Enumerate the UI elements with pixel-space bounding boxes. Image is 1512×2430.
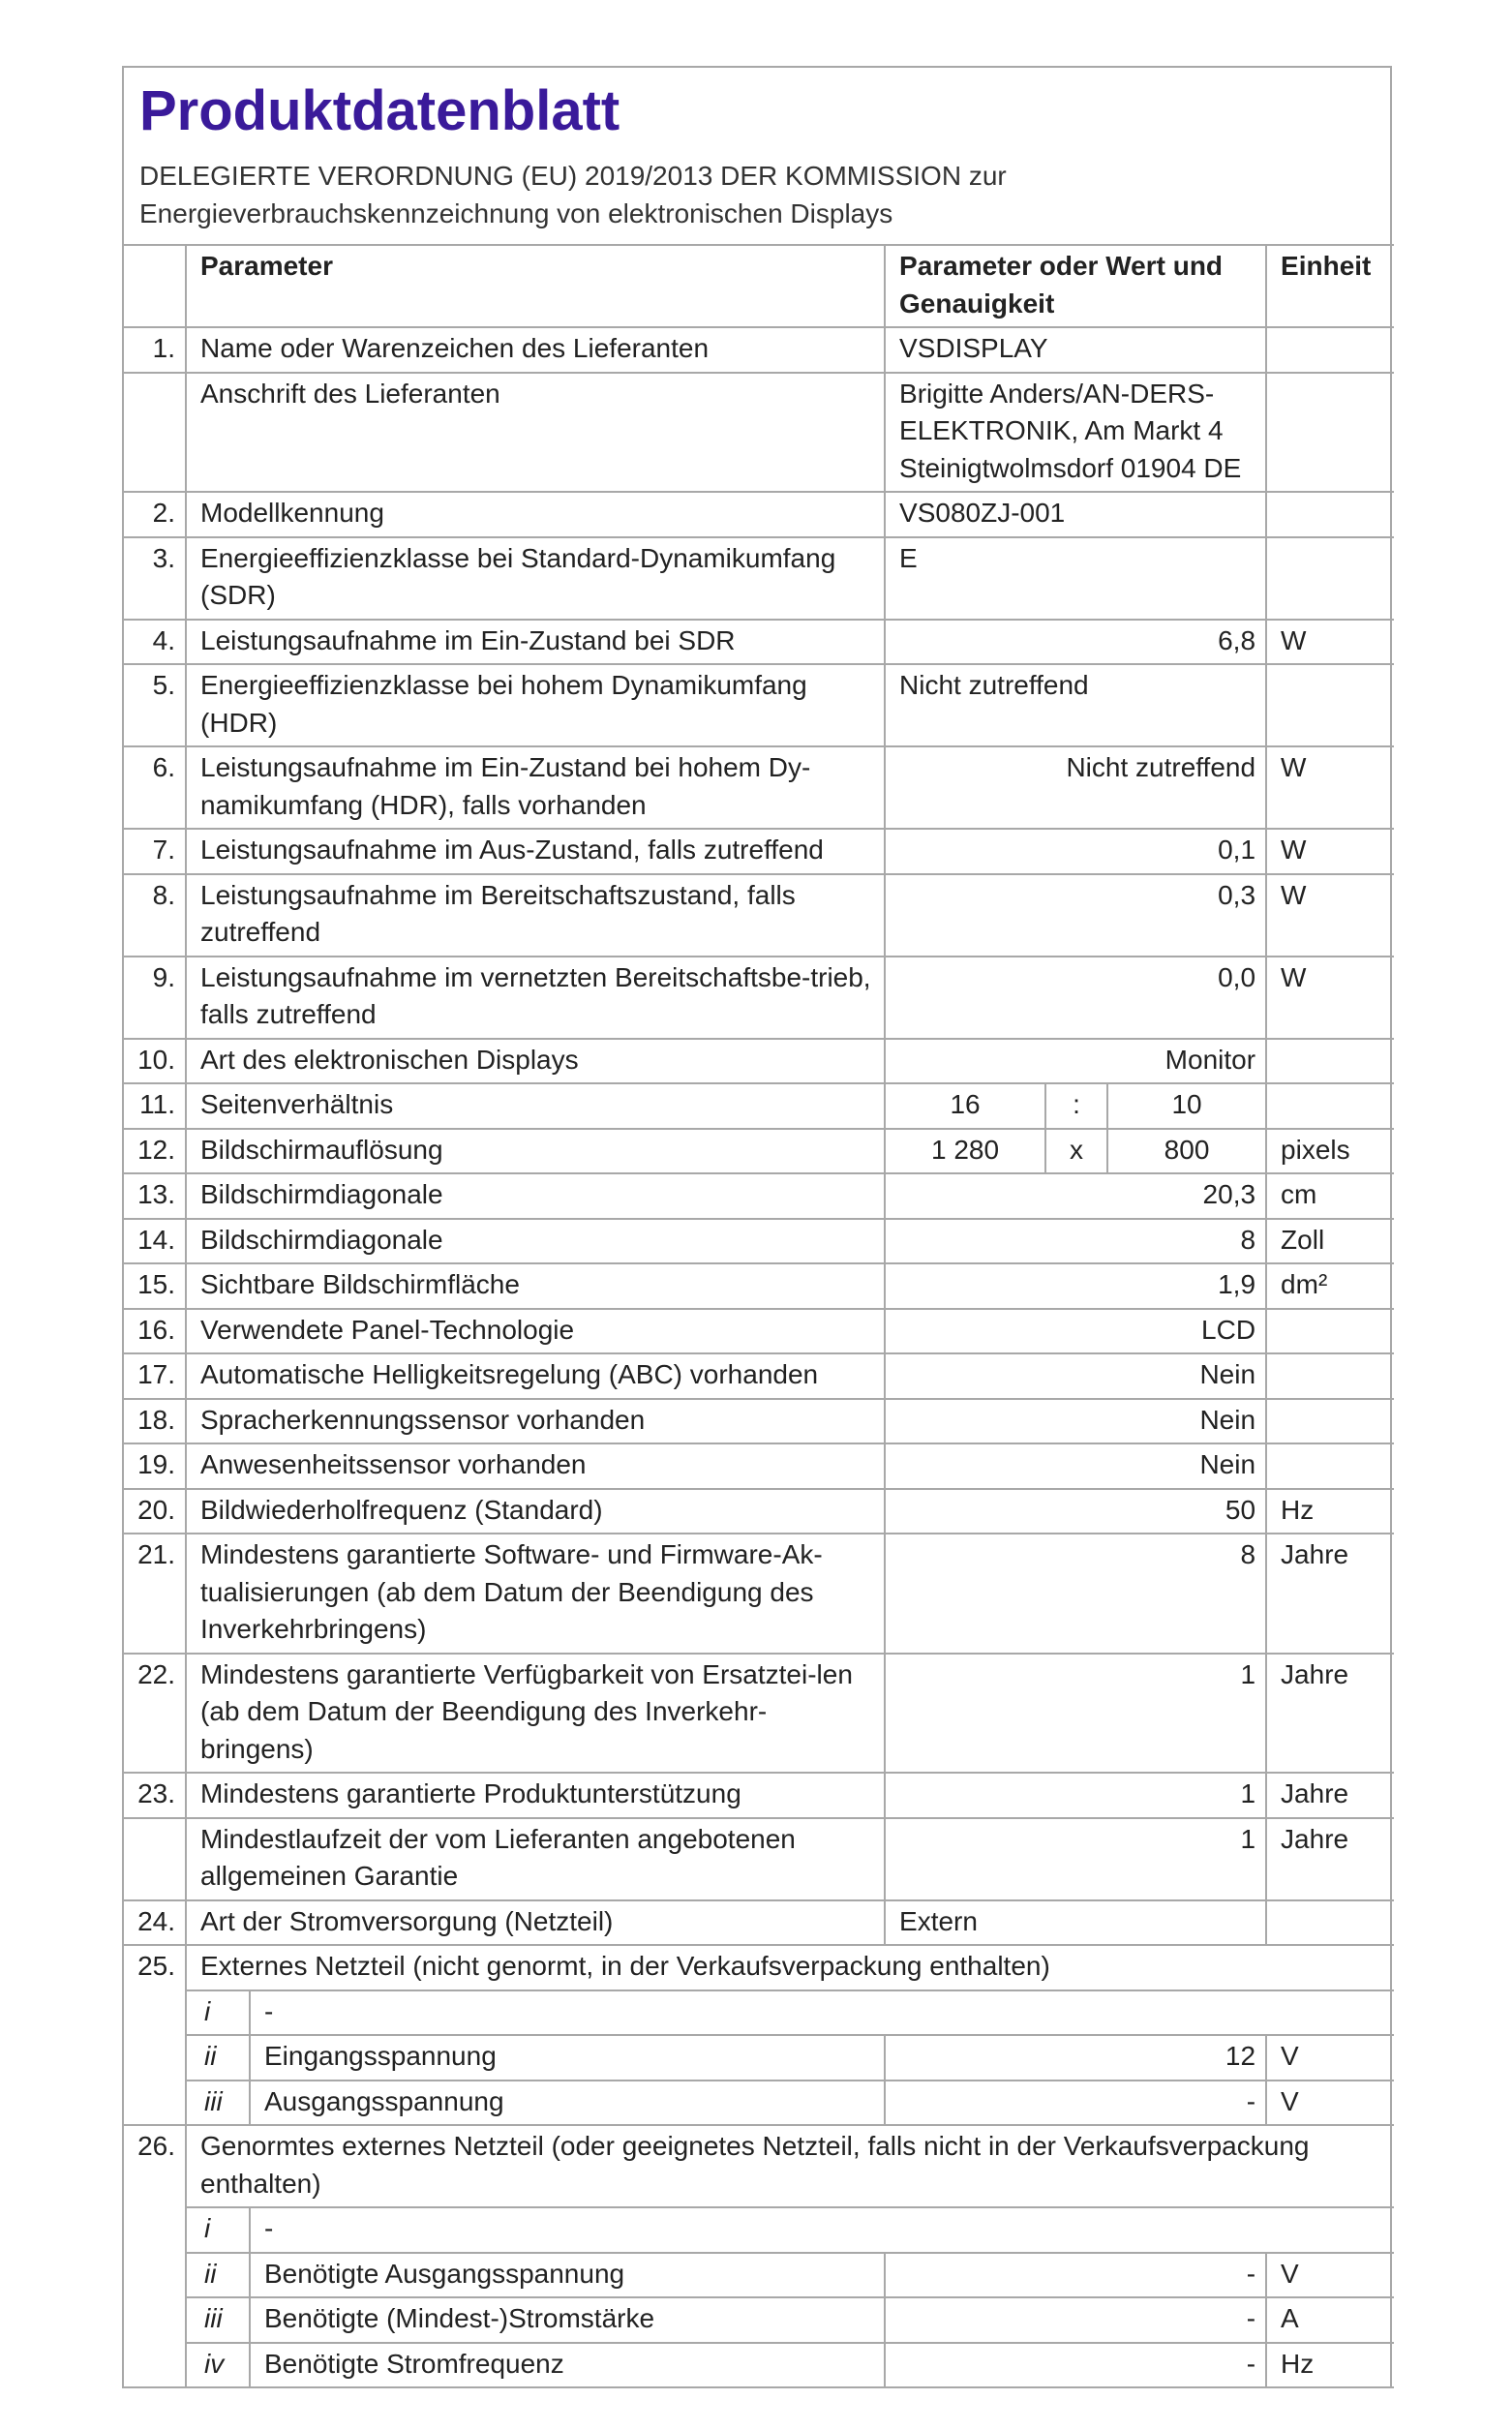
row-value-b: 10 [1107, 1083, 1266, 1129]
row-number: 13. [124, 1173, 186, 1219]
subtitle-line-1: DELEGIERTE VERORDNUNG (EU) 2019/2013 DER KOMMISSION zur [139, 161, 1007, 191]
row-unit [1266, 327, 1394, 373]
row-parameter: Art der Stromversorgung (Netzteil) [186, 1900, 885, 1946]
row-value: Brigitte Anders/AN-DERS-ELEKTRONIK, Am Markt 4 Steinigtwolmsdorf 01904 DE [885, 373, 1266, 493]
row-unit: dm² [1266, 1263, 1394, 1309]
row-number [124, 1818, 186, 1900]
section-25-item-row [124, 2035, 1394, 2081]
header-unit: Einheit [1266, 245, 1394, 327]
row-number: 10. [124, 1039, 186, 1084]
section-25-item-unit: V [1266, 2081, 1394, 2126]
row-value: Nicht zutreffend [885, 746, 1266, 829]
row-value: 0,1 [885, 829, 1266, 874]
row-number: 20. [124, 1489, 186, 1534]
section-26-title: Genormtes externes Netzteil (oder geeignetes Netzteil, falls nicht in der Verkaufsverpackung enthalten) [186, 2125, 1394, 2207]
row-unit: Zoll [1266, 1219, 1394, 1264]
section-26-item-row [124, 2297, 1394, 2343]
row-unit: W [1266, 620, 1394, 665]
table-row [124, 1039, 1394, 1084]
row-parameter: Leistungsaufnahme im Ein-Zustand bei hohem Dy-namikumfang (HDR), falls vorhanden [186, 746, 885, 829]
section-25-item-index: i [186, 1990, 250, 2036]
table-row [124, 1353, 1394, 1399]
table-row [124, 492, 1394, 537]
section-26-item-index: iv [186, 2343, 250, 2388]
row-value: 0,0 [885, 957, 1266, 1039]
table-row [124, 829, 1394, 874]
section-26-item-value: - [885, 2343, 1266, 2388]
row-number: 23. [124, 1773, 186, 1818]
row-unit: W [1266, 829, 1394, 874]
row-parameter: Bildwiederholfrequenz (Standard) [186, 1489, 885, 1534]
section-25-title: Externes Netzteil (nicht genormt, in der Verkaufsverpackung enthalten) [186, 1945, 1394, 1990]
row-parameter: Leistungsaufnahme im Ein-Zustand bei SDR [186, 620, 885, 665]
row-value-separator: x [1045, 1129, 1107, 1174]
header-value [885, 245, 1266, 327]
section-25-item-label: Eingangsspannung [250, 2035, 885, 2081]
row-number: 19. [124, 1443, 186, 1489]
section-26-item-unit: V [1266, 2253, 1394, 2298]
row-unit: Jahre [1266, 1818, 1394, 1900]
row-parameter: Mindestlaufzeit der vom Lieferanten angebotenen allgemeinen Garantie [186, 1818, 885, 1900]
row-value: Extern [885, 1900, 1266, 1946]
row-unit [1266, 1900, 1394, 1946]
row-number: 3. [124, 537, 186, 620]
row-value: Monitor [885, 1039, 1266, 1084]
row-parameter: Automatische Helligkeitsregelung (ABC) vorhanden [186, 1353, 885, 1399]
row-unit [1266, 664, 1394, 746]
row-parameter: Modellkennung [186, 492, 885, 537]
row-value: 8 [885, 1534, 1266, 1654]
row-parameter: Anwesenheitssensor vorhanden [186, 1443, 885, 1489]
row-unit: Jahre [1266, 1773, 1394, 1818]
row-number: 15. [124, 1263, 186, 1309]
row-number: 9. [124, 957, 186, 1039]
table-row [124, 1219, 1394, 1264]
table-row [124, 1263, 1394, 1309]
row-number: 21. [124, 1534, 186, 1654]
row-value: 1 [885, 1773, 1266, 1818]
table-row [124, 746, 1394, 829]
page-title: Produktdatenblatt [139, 79, 620, 142]
section-25-item-index: ii [186, 2035, 250, 2081]
row-number: 17. [124, 1353, 186, 1399]
row-number: 14. [124, 1219, 186, 1264]
row-value: 1 [885, 1818, 1266, 1900]
row-unit: W [1266, 746, 1394, 829]
row-value: E [885, 537, 1266, 620]
table-header-row [124, 245, 1394, 327]
section-25-item-row [124, 1990, 1394, 2036]
row-unit: cm [1266, 1173, 1394, 1219]
row-unit [1266, 1399, 1394, 1444]
row-number: 24. [124, 1900, 186, 1946]
row-unit: Hz [1266, 1489, 1394, 1534]
table-row [124, 957, 1394, 1039]
table-row [124, 1129, 1394, 1174]
header-num-cell [124, 245, 186, 327]
row-number: 1. [124, 327, 186, 373]
section-26-item-label: - [250, 2207, 1394, 2253]
row-unit: Jahre [1266, 1534, 1394, 1654]
row-parameter: Anschrift des Lieferanten [186, 373, 885, 493]
row-value: VSDISPLAY [885, 327, 1266, 373]
row-number: 11. [124, 1083, 186, 1129]
row-value-b: 800 [1107, 1129, 1266, 1174]
row-unit: pixels [1266, 1129, 1394, 1174]
row-number [124, 373, 186, 493]
section-26-item-label: Benötigte Ausgangsspannung [250, 2253, 885, 2298]
row-value: Nein [885, 1353, 1266, 1399]
section-26-item-value: - [885, 2297, 1266, 2343]
row-parameter: Energieeffizienzklasse bei hohem Dynamikumfang (HDR) [186, 664, 885, 746]
table-row [124, 1654, 1394, 1774]
row-value: Nein [885, 1399, 1266, 1444]
table-row [124, 373, 1394, 493]
row-number: 16. [124, 1309, 186, 1354]
row-value: Nicht zutreffend [885, 664, 1266, 746]
row-number: 18. [124, 1399, 186, 1444]
row-number: 6. [124, 746, 186, 829]
row-parameter: Leistungsaufnahme im Bereitschaftszustand, falls zutreffend [186, 874, 885, 957]
section-26-item-row [124, 2253, 1394, 2298]
section-26-number: 26. [124, 2125, 186, 2387]
section-26-item-index: iii [186, 2297, 250, 2343]
row-parameter: Leistungsaufnahme im Aus-Zustand, falls zutreffend [186, 829, 885, 874]
row-value: 1 [885, 1654, 1266, 1774]
table-row [124, 1900, 1394, 1946]
section-26-item-label: Benötigte (Mindest-)Stromstärke [250, 2297, 885, 2343]
table-row [124, 620, 1394, 665]
table-row [124, 1083, 1394, 1129]
table-row [124, 1399, 1394, 1444]
row-number: 2. [124, 492, 186, 537]
row-number: 7. [124, 829, 186, 874]
row-unit [1266, 373, 1394, 493]
row-unit [1266, 1309, 1394, 1354]
section-26-title-row [124, 2125, 1394, 2207]
row-value: 1,9 [885, 1263, 1266, 1309]
table-row [124, 664, 1394, 746]
row-parameter: Sichtbare Bildschirmfläche [186, 1263, 885, 1309]
row-value: VS080ZJ-001 [885, 492, 1266, 537]
row-value: LCD [885, 1309, 1266, 1354]
section-25-item-value: 12 [885, 2035, 1266, 2081]
table-row [124, 1489, 1394, 1534]
table-row [124, 874, 1394, 957]
row-parameter: Bildschirmdiagonale [186, 1173, 885, 1219]
section-26-item-index: ii [186, 2253, 250, 2298]
section-26-item-index: i [186, 2207, 250, 2253]
row-value: 6,8 [885, 620, 1266, 665]
row-unit [1266, 1083, 1394, 1129]
row-parameter: Seitenverhältnis [186, 1083, 885, 1129]
section-25-item-unit: V [1266, 2035, 1394, 2081]
table-row [124, 1173, 1394, 1219]
header-value-line-2: Genauigkeit [899, 288, 1055, 319]
header-value-line-1: Parameter oder Wert und [899, 251, 1224, 281]
section-25-item-row [124, 2081, 1394, 2126]
regulation-subtitle [124, 155, 1390, 244]
section-26-item-row [124, 2343, 1394, 2388]
table-row [124, 1818, 1394, 1900]
row-parameter: Art des elektronischen Displays [186, 1039, 885, 1084]
row-parameter: Mindestens garantierte Produktunterstützung [186, 1773, 885, 1818]
section-25-title-row [124, 1945, 1394, 1990]
section-25-item-label: - [250, 1990, 1394, 2036]
product-data-sheet [122, 66, 1392, 2388]
row-number: 5. [124, 664, 186, 746]
table-row [124, 1534, 1394, 1654]
row-value-separator: : [1045, 1083, 1107, 1129]
table-row [124, 327, 1394, 373]
row-parameter: Energieeffizienzklasse bei Standard-Dynamikumfang (SDR) [186, 537, 885, 620]
row-unit: W [1266, 957, 1394, 1039]
row-parameter: Name oder Warenzeichen des Lieferanten [186, 327, 885, 373]
parameter-table [124, 244, 1394, 2388]
row-value-a: 1 280 [885, 1129, 1045, 1174]
row-unit [1266, 1353, 1394, 1399]
row-number: 4. [124, 620, 186, 665]
section-26-item-unit: Hz [1266, 2343, 1394, 2388]
section-26-item-value: - [885, 2253, 1266, 2298]
row-number: 22. [124, 1654, 186, 1774]
section-25-item-index: iii [186, 2081, 250, 2126]
row-parameter: Spracherkennungssensor vorhanden [186, 1399, 885, 1444]
subtitle-line-2: Energieverbrauchskennzeichnung von elektronischen Displays [139, 198, 893, 228]
section-25-item-value: - [885, 2081, 1266, 2126]
section-26-item-row [124, 2207, 1394, 2253]
table-row [124, 1309, 1394, 1354]
table-row [124, 1773, 1394, 1818]
header-parameter: Parameter [186, 245, 885, 327]
row-parameter: Bildschirmauflösung [186, 1129, 885, 1174]
row-number: 12. [124, 1129, 186, 1174]
row-value: 50 [885, 1489, 1266, 1534]
row-parameter: Bildschirmdiagonale [186, 1219, 885, 1264]
row-value: 8 [885, 1219, 1266, 1264]
row-unit [1266, 1443, 1394, 1489]
row-value: 0,3 [885, 874, 1266, 957]
row-parameter: Mindestens garantierte Software- und Firmware-Ak-tualisierungen (ab dem Datum der Beendigung des Inverkehrbringens) [186, 1534, 885, 1654]
row-unit [1266, 492, 1394, 537]
row-parameter: Mindestens garantierte Verfügbarkeit von Ersatztei-len (ab dem Datum der Beendigung des Inverkehr-bringens) [186, 1654, 885, 1774]
row-parameter: Verwendete Panel-Technologie [186, 1309, 885, 1354]
row-unit: Jahre [1266, 1654, 1394, 1774]
row-value-a: 16 [885, 1083, 1045, 1129]
table-row [124, 1443, 1394, 1489]
section-25-item-label: Ausgangsspannung [250, 2081, 885, 2126]
row-unit: W [1266, 874, 1394, 957]
row-unit [1266, 537, 1394, 620]
row-value: 20,3 [885, 1173, 1266, 1219]
section-26-item-unit: A [1266, 2297, 1394, 2343]
section-25-number: 25. [124, 1945, 186, 2125]
row-number: 8. [124, 874, 186, 957]
row-unit [1266, 1039, 1394, 1084]
table-row [124, 537, 1394, 620]
row-value: Nein [885, 1443, 1266, 1489]
section-26-item-label: Benötigte Stromfrequenz [250, 2343, 885, 2388]
row-parameter: Leistungsaufnahme im vernetzten Bereitschaftsbe-trieb, falls zutreffend [186, 957, 885, 1039]
